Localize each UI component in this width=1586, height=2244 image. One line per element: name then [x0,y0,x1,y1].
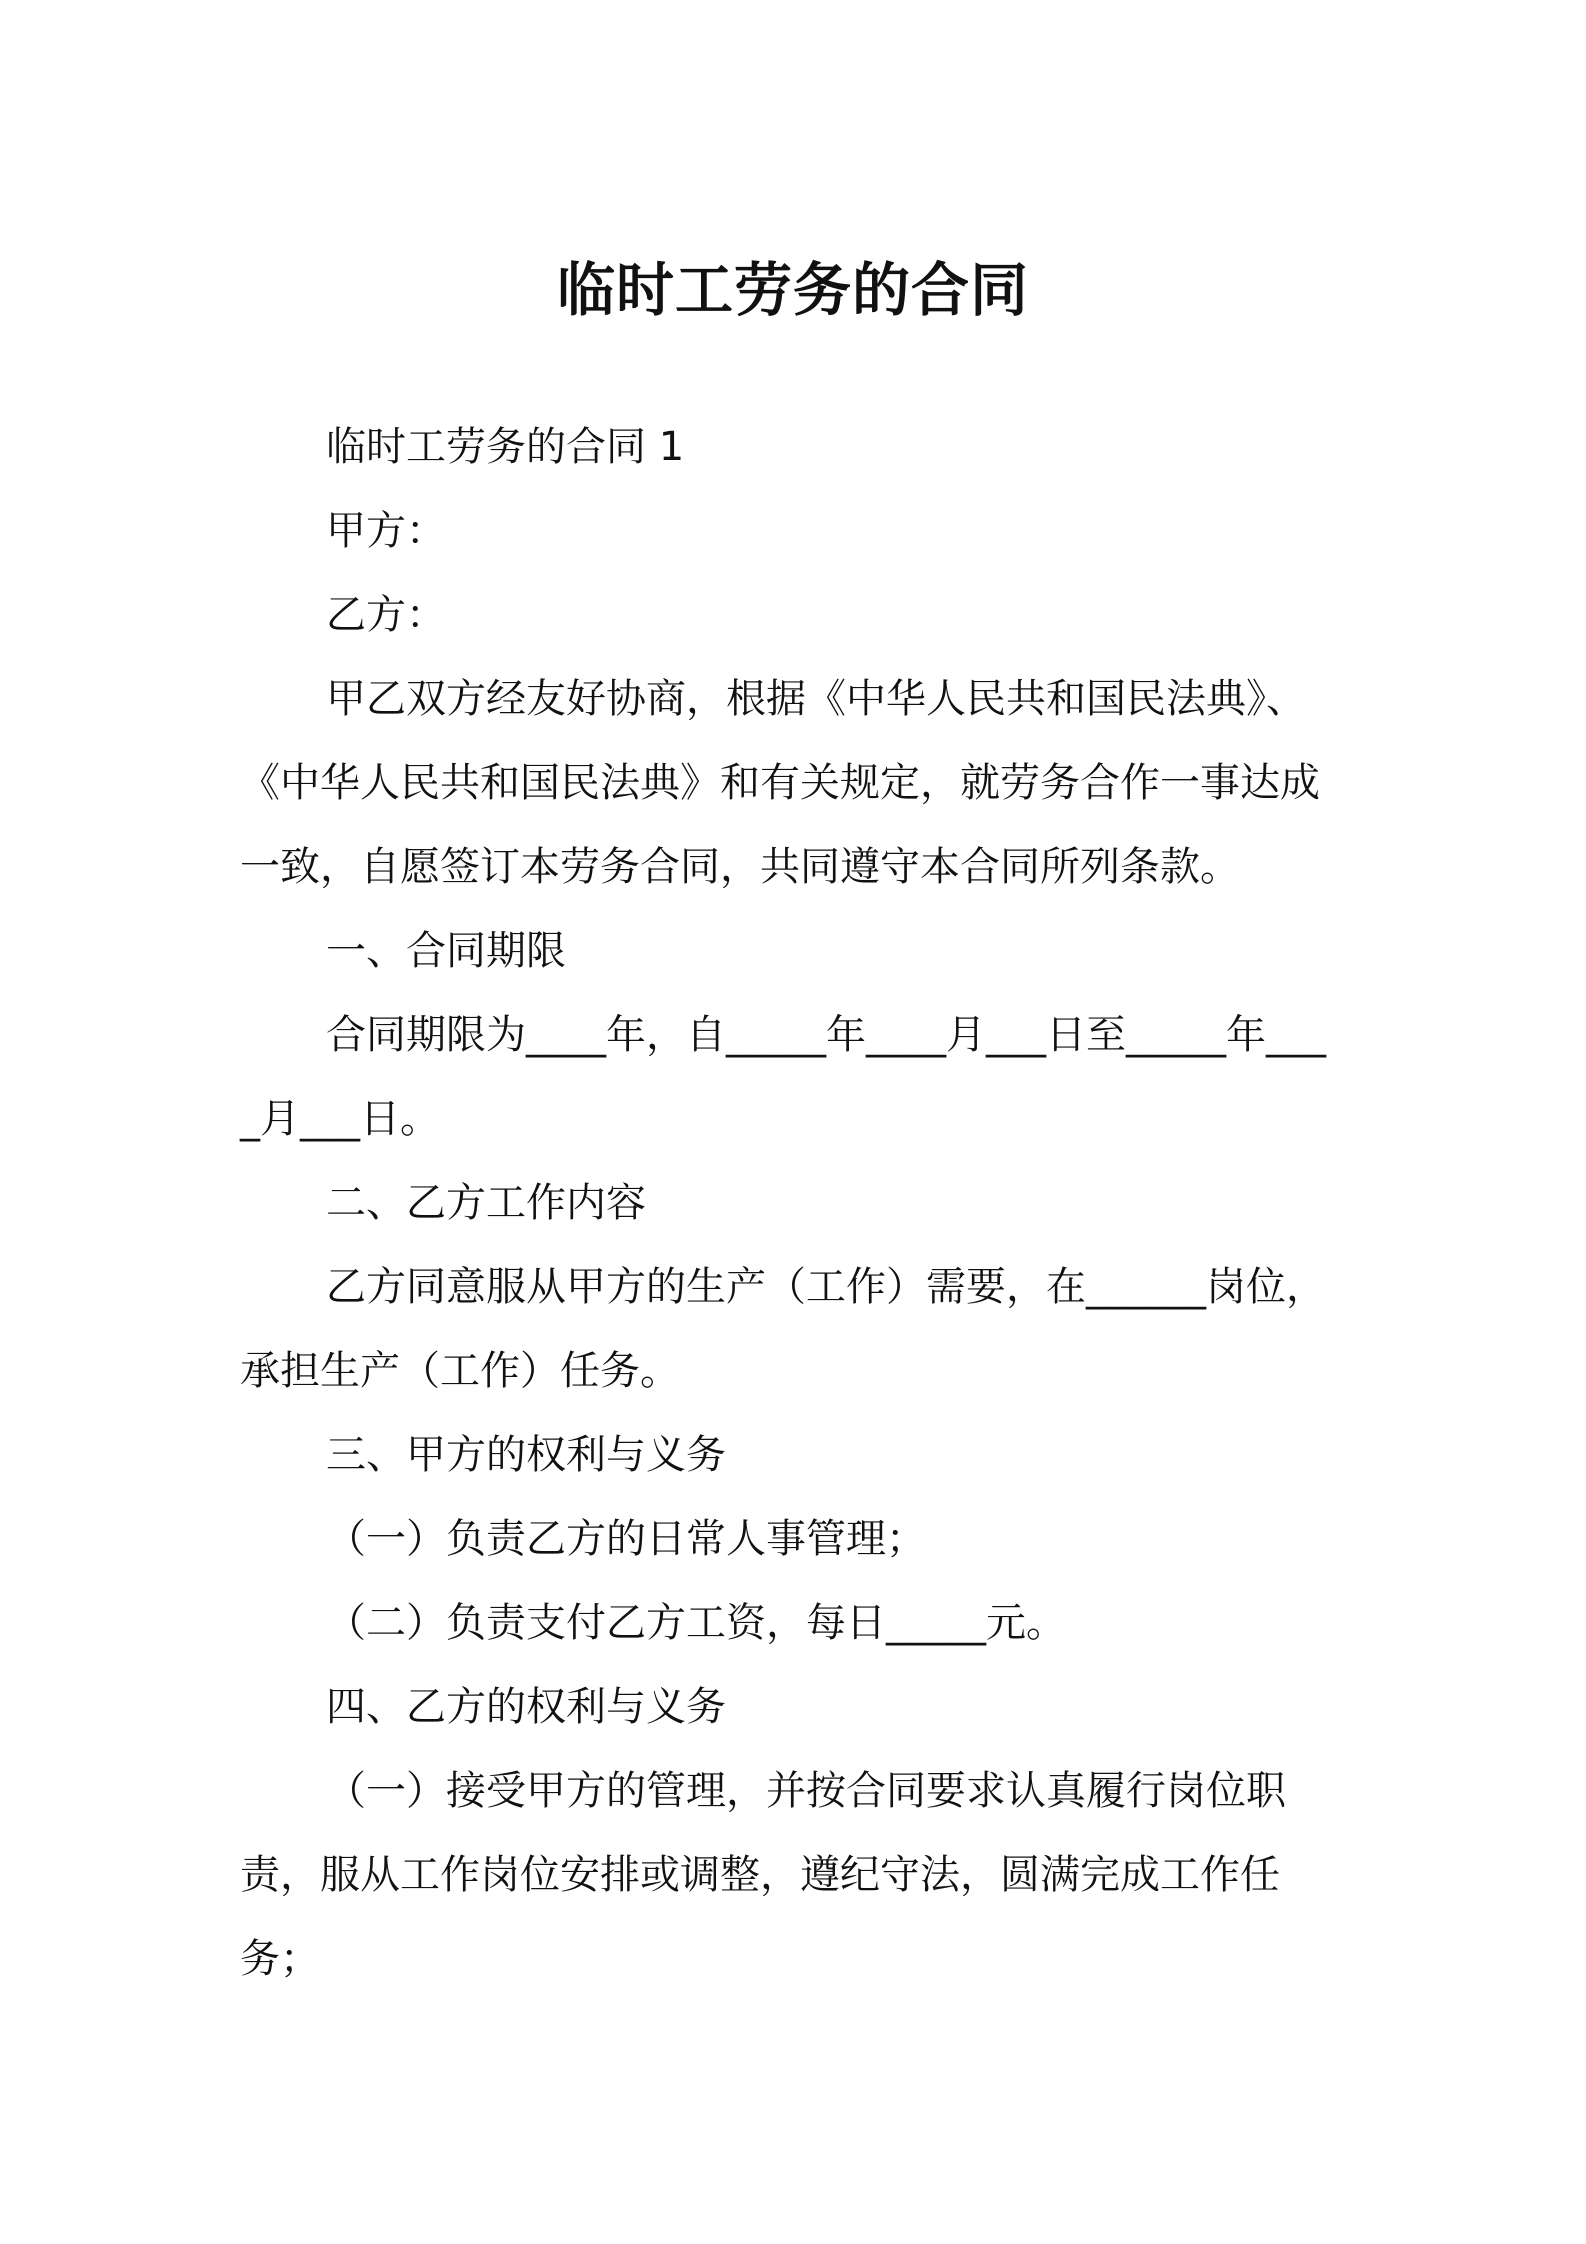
term-paragraph: 合同期限为____年，自_____年____月___日至_____年____月___日。 [240,1012,1326,1142]
party-b-item-1: （一）接受甲方的管理，并按合同要求认真履行岗位职责，服从工作岗位安排或调整，遵纪守法，圆满完成工作任务； [240,1768,1286,1982]
document-body [240,405,1340,2001]
party-b-line: 乙方： [326,592,446,638]
section-heading-term: 一、合同期限 [326,928,566,974]
document-title: 临时工劳务的合同 [556,256,1029,324]
party-a-line: 甲方： [326,508,446,554]
section-heading-party-a: 三、甲方的权利与义务 [326,1432,726,1478]
contract-subtitle: 临时工劳务的合同 1 [326,424,685,470]
party-a-item-1: （一）负责乙方的日常人事管理； [326,1516,926,1562]
section-heading-party-b: 四、乙方的权利与义务 [326,1684,726,1730]
party-a-item-2: （二）负责支付乙方工资，每日_____元。 [326,1600,1066,1646]
work-paragraph: 乙方同意服从甲方的生产（工作）需要，在______岗位，承担生产（工作）任务。 [240,1264,1326,1394]
preamble-paragraph: 甲乙双方经友好协商，根据《中华人民共和国民法典》、《中华人民共和国民法典》和有关规定，就劳务合作一事达成一致，自愿签订本劳务合同，共同遵守本合同所列条款。 [240,676,1320,890]
section-heading-work: 二、乙方工作内容 [326,1180,646,1226]
